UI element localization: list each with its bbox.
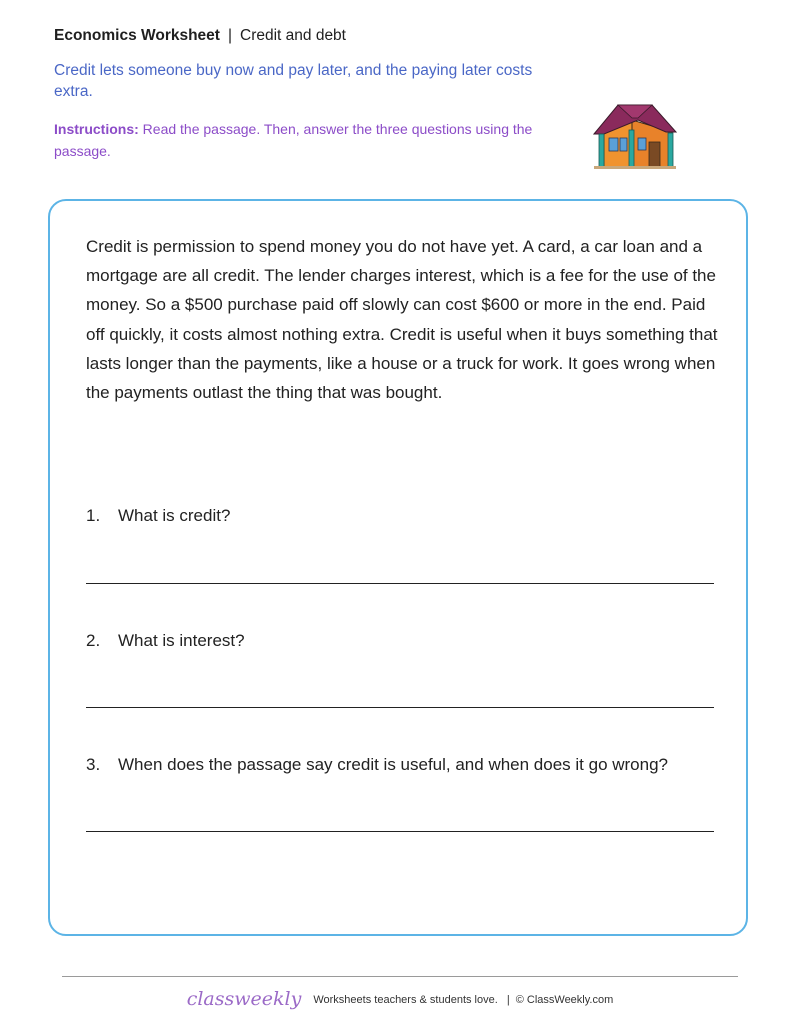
worksheet-header bbox=[54, 27, 346, 45]
footer bbox=[0, 988, 800, 1010]
header-separator: | bbox=[227, 27, 232, 44]
instructions-text: Read the passage. Then, answer the three questions using the passage. bbox=[54, 121, 533, 159]
footer-divider bbox=[62, 976, 738, 977]
reading-passage: Credit is permission to spend money you do not have yet. A card, a car loan and a mortgage are all credit. The lender charges interest, which is a fee for the use of the money. So a $500 purchase paid off slowly can cost $600 or more in the end. Paid off quickly, it costs almost nothing extra. Credit is useful when it buys something that lasts longer than the payments, like a house or a truck for work. It goes wrong when the payments outlast the thing that was bought. bbox=[86, 237, 718, 403]
question-1 bbox=[86, 506, 230, 526]
answer-line-3[interactable] bbox=[86, 831, 714, 832]
instructions-label: Instructions: bbox=[54, 121, 139, 137]
question-text: When does the passage say credit is useful, and when does it go wrong? bbox=[118, 755, 669, 774]
question-number: 1. bbox=[86, 506, 101, 525]
answer-line-2[interactable] bbox=[86, 707, 714, 708]
question-number: 3. bbox=[86, 755, 101, 774]
instructions bbox=[54, 118, 564, 162]
question-number: 2. bbox=[86, 631, 101, 650]
house-icon bbox=[590, 100, 678, 170]
question-2 bbox=[86, 631, 245, 651]
question-text: What is interest? bbox=[118, 631, 245, 650]
worksheet-topic: Credit and debt bbox=[240, 27, 346, 44]
question-3 bbox=[86, 755, 668, 775]
footer-copyright: © ClassWeekly.com bbox=[515, 994, 614, 1006]
worksheet-subject: Economics Worksheet bbox=[54, 27, 220, 44]
footer-tagline: Worksheets teachers & students love. bbox=[313, 994, 498, 1006]
answer-line-1[interactable] bbox=[86, 583, 714, 584]
brand-logo: classweekly bbox=[186, 988, 302, 1010]
footer-separator: | bbox=[506, 994, 510, 1006]
question-text: What is credit? bbox=[118, 506, 231, 525]
tagline: Credit lets someone buy now and pay later, and the paying later costs extra. bbox=[54, 62, 533, 100]
